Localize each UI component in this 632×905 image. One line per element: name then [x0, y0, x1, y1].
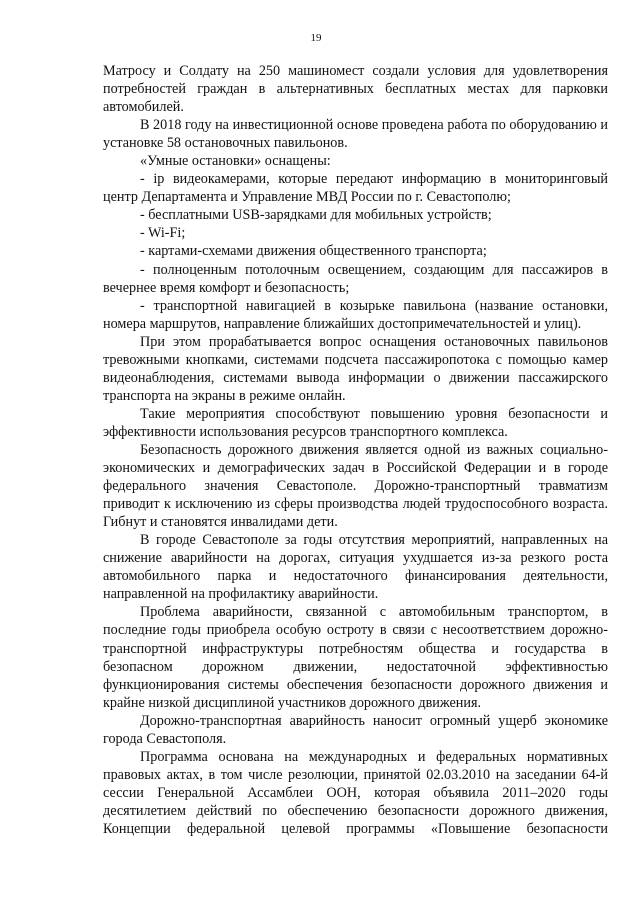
- page-number: 19: [310, 32, 322, 44]
- paragraph: - полноценным потолочным освещением, создающим для пассажиров в вечернее время комфорт и безопасность;: [103, 261, 608, 296]
- paragraph: - картами-схемами движения общественного транспорта;: [140, 243, 487, 260]
- paragraph: «Умные остановки» оснащены:: [140, 153, 331, 170]
- paragraph: - Wi-Fi;: [140, 225, 186, 242]
- paragraph: Дорожно-транспортная аварийность наносит огромный ущерб экономике города Севастополя.: [103, 712, 608, 747]
- paragraph: Такие мероприятия способствуют повышению уровня безопасности и эффективности использования ресурсов транспортного комплекса.: [103, 405, 608, 440]
- paragraph: - ip видеокамерами, которые передают информацию в мониторинговый центр Департамента и Управление МВД России по г. Севастополю;: [103, 171, 608, 206]
- document-body: [103, 62, 608, 838]
- paragraph: - бесплатными USB-зарядками для мобильных устройств;: [140, 207, 492, 224]
- paragraph: Проблема аварийности, связанной с автомобильным транспортом, в последние годы приобрела особую остроту в связи с несоответствием дорожно-транспортной инфраструктуры потребностям общества и государства в безопасном дорожном движении, недостаточной эффективностью функционирования системы обеспечения безопасности дорожного движения и крайне низкой дисциплиной участников дорожного движения.: [103, 604, 608, 711]
- paragraph: В городе Севастополе за годы отсутствия мероприятий, направленных на снижение аварийности на дорогах, ситуация ухудшается из-за резкого роста автомобильного парка и недостаточного финансирования деятельности, направленной на профилактику аварийности.: [103, 532, 608, 603]
- paragraph: В 2018 году на инвестиционной основе проведена работа по оборудованию и установке 58 остановочных павильонов.: [103, 117, 608, 152]
- paragraph: Безопасность дорожного движения является одной из важных социально-экономических и демографических задач в Российской Федерации и в городе федерального значения Севастополе. Дорожно-транспортный травматизм приводит к исключению из сферы производства людей трудоспособного возраста. Гибнут и становятся инвалидами дети.: [103, 441, 608, 531]
- paragraph: При этом прорабатывается вопрос оснащения остановочных павильонов тревожными кнопками, системами подсчета пассажиропотока с помощью камер видеонаблюдения, системами вывода информации о движении пассажирского транспорта на экраны в режиме онлайн.: [103, 333, 608, 404]
- paragraph: Матросу и Солдату на 250 машиномест создали условия для удовлетворения потребностей граждан в альтернативных бесплатных местах для парковки автомобилей.: [103, 63, 608, 116]
- paragraph: Программа основана на международных и федеральных нормативных правовых актах, в том числе резолюции, принятой 02.03.2010 на заседании 64-й сессии Генеральной Ассамблеи ООН, которая объявила 2011–2020 годы десятилетием действий по обеспечению безопасности дорожного движения, Концепции федеральной целевой программы «Повышение безопасности: [103, 748, 608, 837]
- paragraph: - транспортной навигацией в козырьке павильона (название остановки, номера маршрутов, направление ближайших достопримечательностей и улиц).: [103, 297, 608, 332]
